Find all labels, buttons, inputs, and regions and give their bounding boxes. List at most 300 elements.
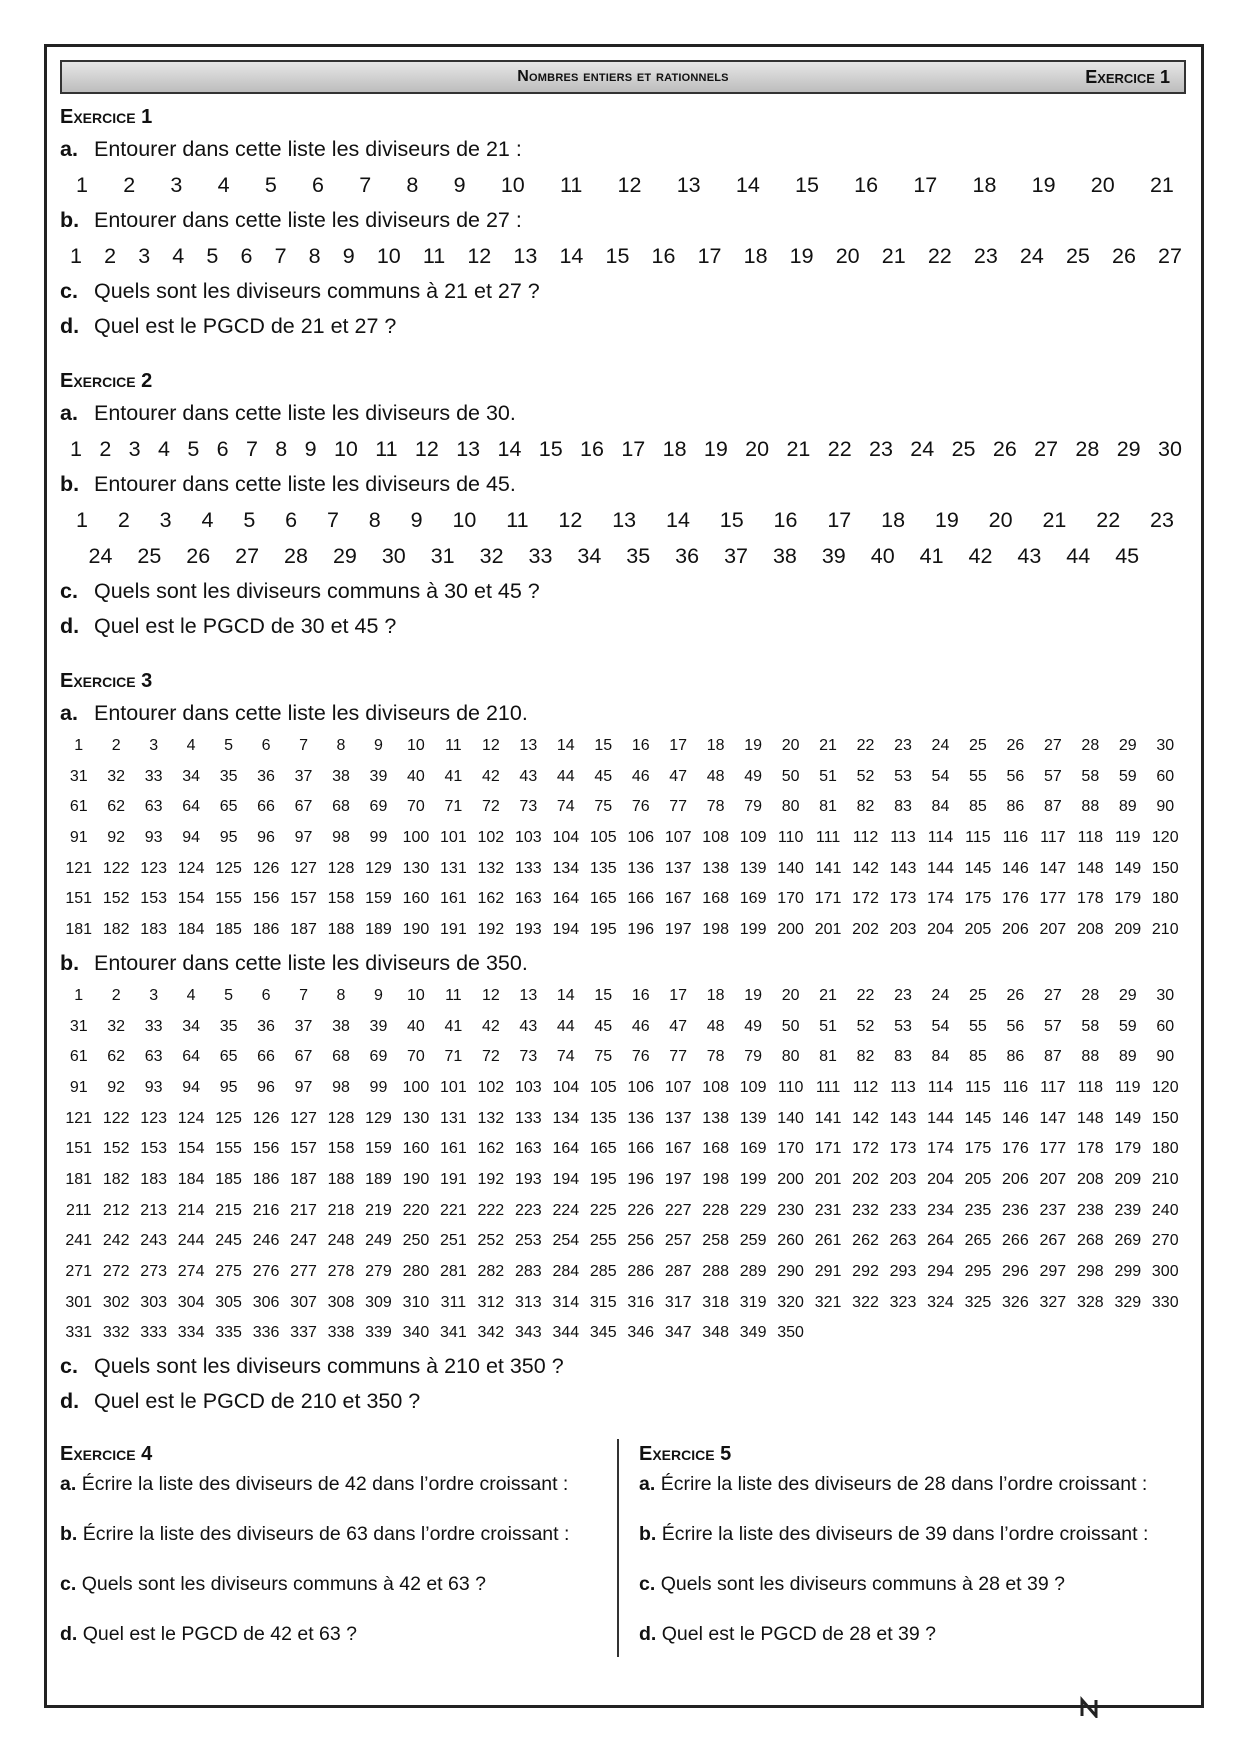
number-item: 126 xyxy=(252,1109,280,1127)
number-item: 275 xyxy=(215,1263,242,1280)
number-item: 38 xyxy=(772,544,797,568)
number-item: 333 xyxy=(140,1324,167,1342)
number-item: 27 xyxy=(1043,986,1062,1004)
number-item: 201 xyxy=(814,1170,842,1188)
number-item: 175 xyxy=(964,1140,992,1158)
question-label: d. xyxy=(60,1623,78,1646)
question-text: Quels sont les diviseurs communs à 21 et 27 ? xyxy=(93,279,540,303)
number-item: 335 xyxy=(215,1324,242,1342)
number-item: 314 xyxy=(552,1293,580,1311)
question-label: c. xyxy=(60,1573,77,1596)
question-text: Quel est le PGCD de 21 et 27 ? xyxy=(93,314,397,338)
number-item: 219 xyxy=(365,1201,392,1219)
number-item: 97 xyxy=(294,829,313,847)
number-item: 29 xyxy=(1116,437,1141,461)
number-item: 20 xyxy=(835,244,860,268)
number-item: 41 xyxy=(444,767,463,785)
number-item: 157 xyxy=(290,890,317,908)
number-item: 127 xyxy=(290,859,317,877)
number-item: 32 xyxy=(107,1017,126,1035)
exercise-3-title: Exercice 3 xyxy=(60,670,153,692)
number-item: 9 xyxy=(453,173,466,197)
number-item: 61 xyxy=(69,798,88,816)
number-item: 178 xyxy=(1076,1140,1104,1158)
question-text: Quel est le PGCD de 210 et 350 ? xyxy=(93,1389,421,1414)
number-item: 57 xyxy=(1043,767,1062,785)
number-item: 4 xyxy=(217,173,230,197)
number-item: 21 xyxy=(819,986,837,1004)
number-item: 325 xyxy=(964,1293,992,1311)
number-item: 8 xyxy=(336,737,346,754)
number-item: 21 xyxy=(1149,173,1174,197)
number-item: 196 xyxy=(627,921,655,939)
number-item: 320 xyxy=(777,1293,804,1311)
number-item: 76 xyxy=(631,798,650,816)
number-item: 45 xyxy=(1115,544,1140,568)
number-item: 173 xyxy=(889,1140,917,1158)
number-item: 68 xyxy=(332,1048,350,1066)
number-item: 29 xyxy=(1118,737,1137,754)
number-item: 69 xyxy=(369,798,388,816)
number-item: 157 xyxy=(290,1140,317,1158)
number-item: 28 xyxy=(284,544,308,568)
number-item: 146 xyxy=(1002,859,1029,877)
number-list-45-row-1 xyxy=(60,502,1186,538)
number-item: 3 xyxy=(149,737,159,754)
number-item: 168 xyxy=(702,1140,729,1158)
number-item: 144 xyxy=(927,859,954,877)
number-item: 202 xyxy=(852,921,879,939)
number-item: 134 xyxy=(552,859,580,877)
number-item: 62 xyxy=(107,798,126,816)
number-item: 30 xyxy=(1156,737,1175,754)
number-item: 73 xyxy=(519,1048,538,1066)
number-item: 268 xyxy=(1076,1232,1104,1250)
number-item: 171 xyxy=(814,1140,842,1158)
exercise-1-question-b xyxy=(60,203,1186,238)
number-item: 89 xyxy=(1118,798,1137,816)
number-item: 78 xyxy=(706,1048,725,1066)
number-item: 207 xyxy=(1039,921,1067,939)
number-item: 199 xyxy=(739,1170,767,1188)
number-item: 332 xyxy=(102,1324,130,1342)
number-item: 27 xyxy=(235,544,260,568)
number-item: 33 xyxy=(144,767,163,785)
number-item: 17 xyxy=(827,508,852,532)
number-item: 131 xyxy=(440,1109,467,1127)
number-item: 193 xyxy=(514,1170,542,1188)
number-item: 122 xyxy=(102,1109,130,1127)
number-item: 328 xyxy=(1076,1293,1104,1311)
number-item: 237 xyxy=(1039,1201,1067,1219)
number-item: 341 xyxy=(440,1324,467,1342)
number-item: 10 xyxy=(452,508,477,532)
question-text: Entourer dans cette liste les diviseurs de 210. xyxy=(93,701,528,725)
question-label: d. xyxy=(60,614,80,638)
number-item: 102 xyxy=(477,829,505,847)
number-item: 22 xyxy=(927,244,952,268)
number-item: 97 xyxy=(294,1078,313,1096)
number-item: 55 xyxy=(969,767,987,785)
number-item: 342 xyxy=(477,1324,505,1342)
number-item: 162 xyxy=(477,1140,505,1158)
number-item: 136 xyxy=(627,1109,655,1127)
number-item: 195 xyxy=(589,921,617,939)
number-item: 30 xyxy=(1156,986,1175,1004)
number-item: 128 xyxy=(327,859,355,877)
number-item: 198 xyxy=(702,921,729,939)
number-item: 24 xyxy=(910,437,935,461)
number-item: 105 xyxy=(589,829,617,847)
number-item: 39 xyxy=(369,1017,388,1035)
number-item: 5 xyxy=(187,437,200,461)
number-item: 8 xyxy=(406,173,419,197)
number-item: 24 xyxy=(931,986,950,1004)
number-item: 181 xyxy=(65,921,93,939)
number-item: 100 xyxy=(402,829,430,847)
number-item: 18 xyxy=(662,437,687,461)
question-text: Quel est le PGCD de 30 et 45 ? xyxy=(93,614,397,638)
number-item: 15 xyxy=(594,986,613,1004)
question-text: Quels sont les diviseurs communs à 28 et 39 ? xyxy=(660,1573,1065,1596)
number-item: 180 xyxy=(1151,1140,1179,1158)
number-item: 346 xyxy=(627,1324,655,1342)
number-item: 199 xyxy=(739,921,767,939)
number-item: 34 xyxy=(182,767,201,785)
number-list-27 xyxy=(60,238,1186,274)
number-item: 4 xyxy=(157,437,170,461)
number-item: 82 xyxy=(856,1048,875,1066)
number-item: 156 xyxy=(252,890,280,908)
number-item: 227 xyxy=(664,1201,692,1219)
number-item: 146 xyxy=(1002,1109,1029,1127)
number-item: 250 xyxy=(402,1232,430,1250)
exercise-3-question-a xyxy=(60,696,1186,731)
number-item: 350 xyxy=(777,1324,804,1342)
number-item: 178 xyxy=(1076,890,1104,908)
number-item: 205 xyxy=(964,1170,992,1188)
number-item: 292 xyxy=(852,1263,879,1280)
number-item: 55 xyxy=(969,1017,987,1035)
number-item: 110 xyxy=(777,829,804,847)
number-item: 23 xyxy=(894,986,912,1004)
number-item: 139 xyxy=(739,859,767,877)
number-item: 133 xyxy=(514,1109,542,1127)
number-item: 37 xyxy=(294,1017,313,1035)
question-text: Entourer dans cette liste les diviseurs de 45. xyxy=(93,472,516,496)
number-item: 115 xyxy=(965,1078,991,1096)
number-item: 56 xyxy=(1006,767,1025,785)
number-item: 246 xyxy=(252,1232,280,1250)
number-item: 14 xyxy=(559,244,584,268)
number-item: 36 xyxy=(257,767,275,785)
number-item: 337 xyxy=(290,1324,317,1342)
number-item: 298 xyxy=(1076,1263,1104,1280)
number-item: 39 xyxy=(369,767,388,785)
number-item: 147 xyxy=(1039,1109,1067,1127)
number-item: 200 xyxy=(777,1170,804,1188)
number-item: 121 xyxy=(65,1109,93,1127)
number-item: 138 xyxy=(702,1109,729,1127)
question-label: a. xyxy=(639,1473,656,1496)
number-item: 239 xyxy=(1114,1201,1142,1219)
number-item: 255 xyxy=(589,1232,617,1250)
exercise-4-question-b xyxy=(60,1519,623,1569)
number-item: 53 xyxy=(894,767,912,785)
number-item: 20 xyxy=(1090,173,1115,197)
number-item: 90 xyxy=(1156,798,1175,816)
number-item: 133 xyxy=(514,859,542,877)
number-item: 151 xyxy=(65,890,93,908)
frame-notch-mark xyxy=(1080,1696,1098,1718)
number-item: 167 xyxy=(664,1140,692,1158)
number-item: 15 xyxy=(594,737,613,754)
number-item: 112 xyxy=(852,829,879,847)
number-item: 69 xyxy=(369,1048,388,1066)
number-item: 3 xyxy=(149,986,159,1004)
number-item: 50 xyxy=(781,767,800,785)
number-item: 112 xyxy=(852,1078,879,1096)
number-item: 205 xyxy=(964,921,992,939)
number-item: 251 xyxy=(440,1232,467,1250)
number-item: 166 xyxy=(627,890,655,908)
number-item: 153 xyxy=(140,890,167,908)
number-item: 2 xyxy=(99,437,112,461)
number-item: 20 xyxy=(745,437,770,461)
number-item: 91 xyxy=(69,829,88,847)
number-item: 152 xyxy=(102,1140,130,1158)
number-item: 182 xyxy=(102,921,130,939)
number-item: 183 xyxy=(140,1170,167,1188)
number-item: 218 xyxy=(327,1201,355,1219)
number-item: 124 xyxy=(177,859,205,877)
number-item: 160 xyxy=(402,890,430,908)
number-item: 4 xyxy=(172,244,185,268)
number-item: 121 xyxy=(65,859,93,877)
two-column-section xyxy=(60,1435,1186,1669)
number-item: 28 xyxy=(1081,986,1100,1004)
number-item: 30 xyxy=(381,544,406,568)
number-item: 278 xyxy=(327,1263,355,1280)
number-item: 37 xyxy=(724,544,748,568)
number-item: 192 xyxy=(477,1170,505,1188)
number-item: 51 xyxy=(819,767,837,785)
number-item: 282 xyxy=(477,1263,505,1280)
number-item: 120 xyxy=(1151,1078,1179,1096)
number-item: 80 xyxy=(781,798,800,816)
number-item: 291 xyxy=(814,1263,842,1280)
number-item: 117 xyxy=(1040,829,1066,847)
number-item: 64 xyxy=(182,798,201,816)
number-item: 127 xyxy=(290,1109,317,1127)
number-item: 38 xyxy=(332,767,350,785)
number-item: 260 xyxy=(777,1232,804,1250)
question-text: Quel est le PGCD de 28 et 39 ? xyxy=(661,1623,937,1646)
number-item: 67 xyxy=(294,798,313,816)
number-item: 118 xyxy=(1077,1078,1104,1096)
question-label: d. xyxy=(60,314,80,338)
exercise-3-question-c xyxy=(60,1349,1186,1384)
number-item: 82 xyxy=(856,798,875,816)
number-item: 148 xyxy=(1076,859,1104,877)
number-item: 19 xyxy=(703,437,728,461)
number-item: 37 xyxy=(294,767,313,785)
number-item: 141 xyxy=(814,859,842,877)
number-item: 43 xyxy=(519,767,538,785)
number-item: 63 xyxy=(144,798,163,816)
number-item: 7 xyxy=(299,737,308,754)
number-item: 315 xyxy=(589,1293,617,1311)
number-item: 1 xyxy=(76,173,88,197)
number-item: 202 xyxy=(852,1170,879,1188)
number-item: 83 xyxy=(894,798,912,816)
number-item: 117 xyxy=(1040,1078,1066,1096)
number-item: 98 xyxy=(332,1078,350,1096)
number-item: 155 xyxy=(215,890,242,908)
question-label: b. xyxy=(60,950,80,975)
number-item: 29 xyxy=(332,544,357,568)
number-item: 52 xyxy=(856,767,875,785)
number-grid-210 xyxy=(60,731,1186,946)
number-item: 238 xyxy=(1076,1201,1104,1219)
number-item: 308 xyxy=(327,1293,355,1311)
number-item: 313 xyxy=(514,1293,542,1311)
number-item: 2 xyxy=(111,986,121,1004)
number-item: 179 xyxy=(1114,890,1142,908)
number-item: 79 xyxy=(744,1048,763,1066)
number-item: 280 xyxy=(402,1263,430,1280)
number-item: 289 xyxy=(739,1263,767,1280)
number-item: 89 xyxy=(1118,1048,1137,1066)
number-item: 57 xyxy=(1043,1017,1062,1035)
number-item: 187 xyxy=(290,921,317,939)
number-item: 9 xyxy=(342,244,355,268)
number-item: 334 xyxy=(177,1324,205,1342)
number-item: 45 xyxy=(594,767,613,785)
number-item: 25 xyxy=(137,544,162,568)
question-text: Quels sont les diviseurs communs à 210 et 350 ? xyxy=(93,1354,564,1379)
number-item: 10 xyxy=(407,737,425,754)
number-item: 261 xyxy=(814,1232,842,1250)
number-item: 5 xyxy=(224,986,234,1004)
number-item: 209 xyxy=(1114,1170,1142,1188)
number-item: 19 xyxy=(934,508,959,532)
header-exercise-tag: Exercice 1 xyxy=(1085,67,1170,87)
number-item: 26 xyxy=(1112,244,1136,268)
number-item: 3 xyxy=(159,508,172,532)
number-item: 111 xyxy=(815,1078,841,1096)
number-item: 1 xyxy=(70,244,82,268)
number-item: 25 xyxy=(951,437,976,461)
number-item: 290 xyxy=(777,1263,804,1280)
number-item: 42 xyxy=(481,1017,500,1035)
number-item: 140 xyxy=(777,859,804,877)
question-text: Entourer dans cette liste les diviseurs de 21 : xyxy=(93,137,522,161)
number-item: 70 xyxy=(407,798,425,816)
number-item: 60 xyxy=(1156,767,1175,785)
number-item: 302 xyxy=(102,1293,130,1311)
number-item: 2 xyxy=(117,508,130,532)
number-item: 6 xyxy=(285,508,298,532)
number-item: 248 xyxy=(327,1232,355,1250)
number-item: 108 xyxy=(702,829,729,847)
number-item: 86 xyxy=(1006,1048,1025,1066)
number-item: 189 xyxy=(365,1170,392,1188)
spacer xyxy=(60,644,1186,662)
number-item: 14 xyxy=(556,737,575,754)
number-item: 1 xyxy=(70,437,82,461)
question-text: Entourer dans cette liste les diviseurs de 350. xyxy=(93,950,528,975)
number-item: 92 xyxy=(107,1078,126,1096)
number-item: 206 xyxy=(1002,921,1029,939)
number-item: 228 xyxy=(702,1201,729,1219)
number-item: 11 xyxy=(375,437,398,461)
number-item: 2 xyxy=(123,173,136,197)
number-item: 54 xyxy=(931,1017,950,1035)
question-label: b. xyxy=(60,472,80,496)
number-item: 208 xyxy=(1076,1170,1104,1188)
exercise-4-question-c xyxy=(60,1569,623,1619)
number-item: 107 xyxy=(664,829,692,847)
number-item: 73 xyxy=(519,798,538,816)
number-item: 295 xyxy=(964,1263,992,1280)
number-item: 144 xyxy=(927,1109,954,1127)
number-item: 13 xyxy=(676,173,701,197)
number-item: 310 xyxy=(402,1293,430,1311)
question-label: b. xyxy=(639,1523,657,1546)
exercise-2-question-b xyxy=(60,467,1186,502)
number-item: 113 xyxy=(890,1078,916,1096)
number-item: 181 xyxy=(65,1170,93,1188)
number-item: 49 xyxy=(744,767,763,785)
number-item: 9 xyxy=(410,508,423,532)
number-item: 39 xyxy=(821,544,846,568)
number-item: 87 xyxy=(1043,798,1062,816)
number-item: 161 xyxy=(440,890,467,908)
number-item: 20 xyxy=(781,986,800,1004)
number-item: 33 xyxy=(528,544,553,568)
number-item: 191 xyxy=(440,1170,467,1188)
number-item: 336 xyxy=(252,1324,280,1342)
number-item: 7 xyxy=(326,508,339,532)
number-item: 212 xyxy=(102,1201,130,1219)
number-item: 240 xyxy=(1151,1201,1179,1219)
number-item: 203 xyxy=(889,921,917,939)
number-item: 8 xyxy=(336,986,346,1004)
number-item: 35 xyxy=(219,1017,238,1035)
number-item: 265 xyxy=(964,1232,992,1250)
number-item: 12 xyxy=(617,173,642,197)
number-item: 31 xyxy=(430,544,455,568)
number-item: 256 xyxy=(627,1232,655,1250)
number-item: 279 xyxy=(365,1263,392,1280)
number-item: 287 xyxy=(664,1263,692,1280)
question-text: Quels sont les diviseurs communs à 30 et 45 ? xyxy=(93,579,540,603)
exercise-5-question-d xyxy=(639,1619,1186,1669)
number-item: 107 xyxy=(664,1078,692,1096)
number-item: 244 xyxy=(177,1232,205,1250)
number-item: 301 xyxy=(65,1293,93,1311)
question-label: b. xyxy=(60,208,80,232)
number-item: 196 xyxy=(627,1170,655,1188)
number-item: 190 xyxy=(402,1170,430,1188)
number-item: 20 xyxy=(781,737,800,754)
number-item: 297 xyxy=(1039,1263,1067,1280)
number-item: 176 xyxy=(1002,1140,1029,1158)
number-item: 123 xyxy=(140,1109,167,1127)
number-item: 139 xyxy=(739,1109,767,1127)
question-label: a. xyxy=(60,1473,77,1496)
